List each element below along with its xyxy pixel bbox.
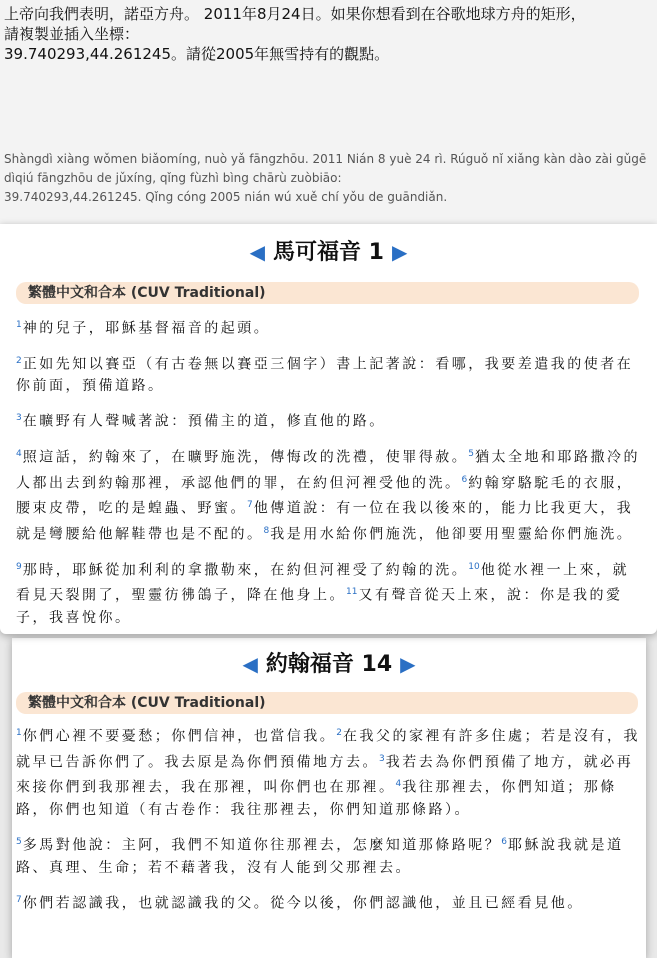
pinyin-line: dìqiú fāngzhōu de jǔxíng, qǐng fùzhì bìng chārù zuòbiāo: xyxy=(4,171,342,185)
verse-number[interactable]: 7 xyxy=(16,894,22,905)
verse-number[interactable]: 10 xyxy=(468,561,480,572)
verse-list xyxy=(0,314,657,629)
verse-paragraph xyxy=(0,556,657,629)
verse-number[interactable]: 7 xyxy=(247,500,253,511)
verse-number[interactable]: 1 xyxy=(16,320,22,330)
verse-text: 約翰穿駱駝毛的衣服，腰束皮帶，吃的是蝗蟲、野蜜。 xyxy=(16,475,634,517)
verse-text: 猶太全地和耶路撒冷的人都出去到約翰那裡，承認他們的罪，在約但河裡受他的洗。 xyxy=(16,449,640,492)
version-label: 繁體中文和合本 (CUV Traditional) xyxy=(16,282,639,304)
verse-number[interactable]: 5 xyxy=(468,448,474,459)
verse-text: 他傳道說：有一位在我以後來的，能力比我更大，我就是彎腰給他解鞋帶也是不配的。 xyxy=(16,500,634,543)
pinyin-line: Shàngdì xiàng wǒmen biǎomíng, nuò yǎ fāngzhōu. 2011 Nián 8 yuè 24 rì. Rúguǒ nǐ xiǎng kàn dào zài gǔgē xyxy=(4,152,647,166)
verse-text: 又有聲音從天上來，說：你是我的愛子，我喜悅你。 xyxy=(16,587,623,626)
verse-number[interactable]: 8 xyxy=(263,525,270,536)
verse-text: 你們心裡不要憂愁；你們信神，也當信我。 xyxy=(22,728,337,745)
version-label: 繁體中文和合本 (CUV Traditional) xyxy=(16,692,638,714)
chapter-title: 馬可福音 1 xyxy=(273,240,384,265)
verse-paragraph xyxy=(0,350,657,398)
verse-paragraph xyxy=(12,831,646,879)
verse-number[interactable]: 6 xyxy=(501,836,507,847)
verse-number[interactable]: 9 xyxy=(16,561,22,572)
verse-text: 耶穌說我就是道路、真理、生命；若不藉著我，沒有人能到父那裡去。 xyxy=(16,837,624,876)
chinese-message xyxy=(4,4,649,64)
verse-text: 我是用水給你們施洗，他卻要用聖靈給你們施洗。 xyxy=(270,526,634,543)
verse-number[interactable]: 5 xyxy=(16,836,22,847)
verse-text: 你們若認識我，也就認識我的父。從今以後，你們認識他，並且已經看見他。 xyxy=(22,895,584,912)
verse-paragraph xyxy=(0,314,657,340)
chapter-heading xyxy=(0,232,657,272)
verse-paragraph xyxy=(12,722,646,821)
verse-paragraph xyxy=(0,443,657,546)
verse-number[interactable]: 4 xyxy=(16,448,22,459)
verse-paragraph xyxy=(12,889,646,915)
prev-chapter-arrow-icon[interactable]: ◀ xyxy=(242,652,258,676)
pinyin-message xyxy=(4,150,649,207)
scripture-panel-mark-1 xyxy=(0,224,657,634)
next-chapter-arrow-icon[interactable]: ▶ xyxy=(400,652,416,676)
verse-number[interactable]: 4 xyxy=(395,779,402,790)
verse-number[interactable]: 6 xyxy=(461,474,468,485)
verse-text: 正如先知以賽亞（有古卷無以賽亞三個字）書上記著說：看哪，我要差遣我的使者在你前面，預備道路。 xyxy=(16,356,634,395)
verse-number[interactable]: 2 xyxy=(336,728,342,738)
verse-number[interactable]: 3 xyxy=(379,753,385,764)
verse-number[interactable]: 2 xyxy=(16,355,22,366)
chapter-title: 約翰福音 14 xyxy=(265,652,393,677)
verse-text: 那時，耶穌從加利利的拿撒勒來，在約但河裡受了約翰的洗。 xyxy=(22,562,469,579)
chinese-line: 39.740293,44.261245。請從2005年無雪持有的觀點。 xyxy=(4,45,390,63)
verse-text: 在我父的家裡有許多住處；若是沒有，我就早已告訴你們了。我去原是為你們預備地方去。 xyxy=(16,728,640,771)
scripture-panel-john-14 xyxy=(12,638,646,958)
chinese-line: 請複製並插入坐標： xyxy=(4,25,140,43)
top-text-box xyxy=(0,0,657,233)
verse-text: 他從水裡一上來，就看見天裂開了，聖靈彷彿鴿子，降在他身上。 xyxy=(16,562,630,604)
verse-text: 我往那裡去，你們知道；那條路，你們也知道（有古卷作：我往那裡去，你們知道那條路）。 xyxy=(16,779,617,818)
verse-text: 在曠野有人聲喊著說：預備主的道，修直他的路。 xyxy=(22,413,386,430)
next-chapter-arrow-icon[interactable]: ▶ xyxy=(391,240,408,264)
chinese-line: 上帝向我們表明，諾亞方舟。 2011年8月24日。如果你想看到在谷歌地球方舟的矩形， xyxy=(4,5,586,23)
verse-list xyxy=(12,722,646,914)
verse-text: 我若去為你們預備了地方，就必再來接你們到我那裡去，我在那裡，叫你們也在那裡。 xyxy=(16,754,634,796)
verse-number[interactable]: 1 xyxy=(16,728,22,738)
verse-number[interactable]: 11 xyxy=(346,587,358,598)
verse-paragraph xyxy=(0,407,657,433)
verse-number[interactable]: 3 xyxy=(16,413,22,424)
chapter-heading xyxy=(12,644,646,684)
verse-text: 多馬對他說：主阿，我們不知道你往那裡去，怎麼知道那條路呢？ xyxy=(22,837,502,854)
prev-chapter-arrow-icon[interactable]: ◀ xyxy=(249,240,266,264)
verse-text: 照這話，約翰來了，在曠野施洗，傳悔改的洗禮，使罪得赦。 xyxy=(22,449,469,466)
pinyin-line: 39.740293,44.261245. Qǐng cóng 2005 nián wú xuě chí yǒu de guāndiǎn. xyxy=(4,190,448,204)
verse-text: 神的兒子，耶穌基督福音的起頭。 xyxy=(22,320,271,337)
